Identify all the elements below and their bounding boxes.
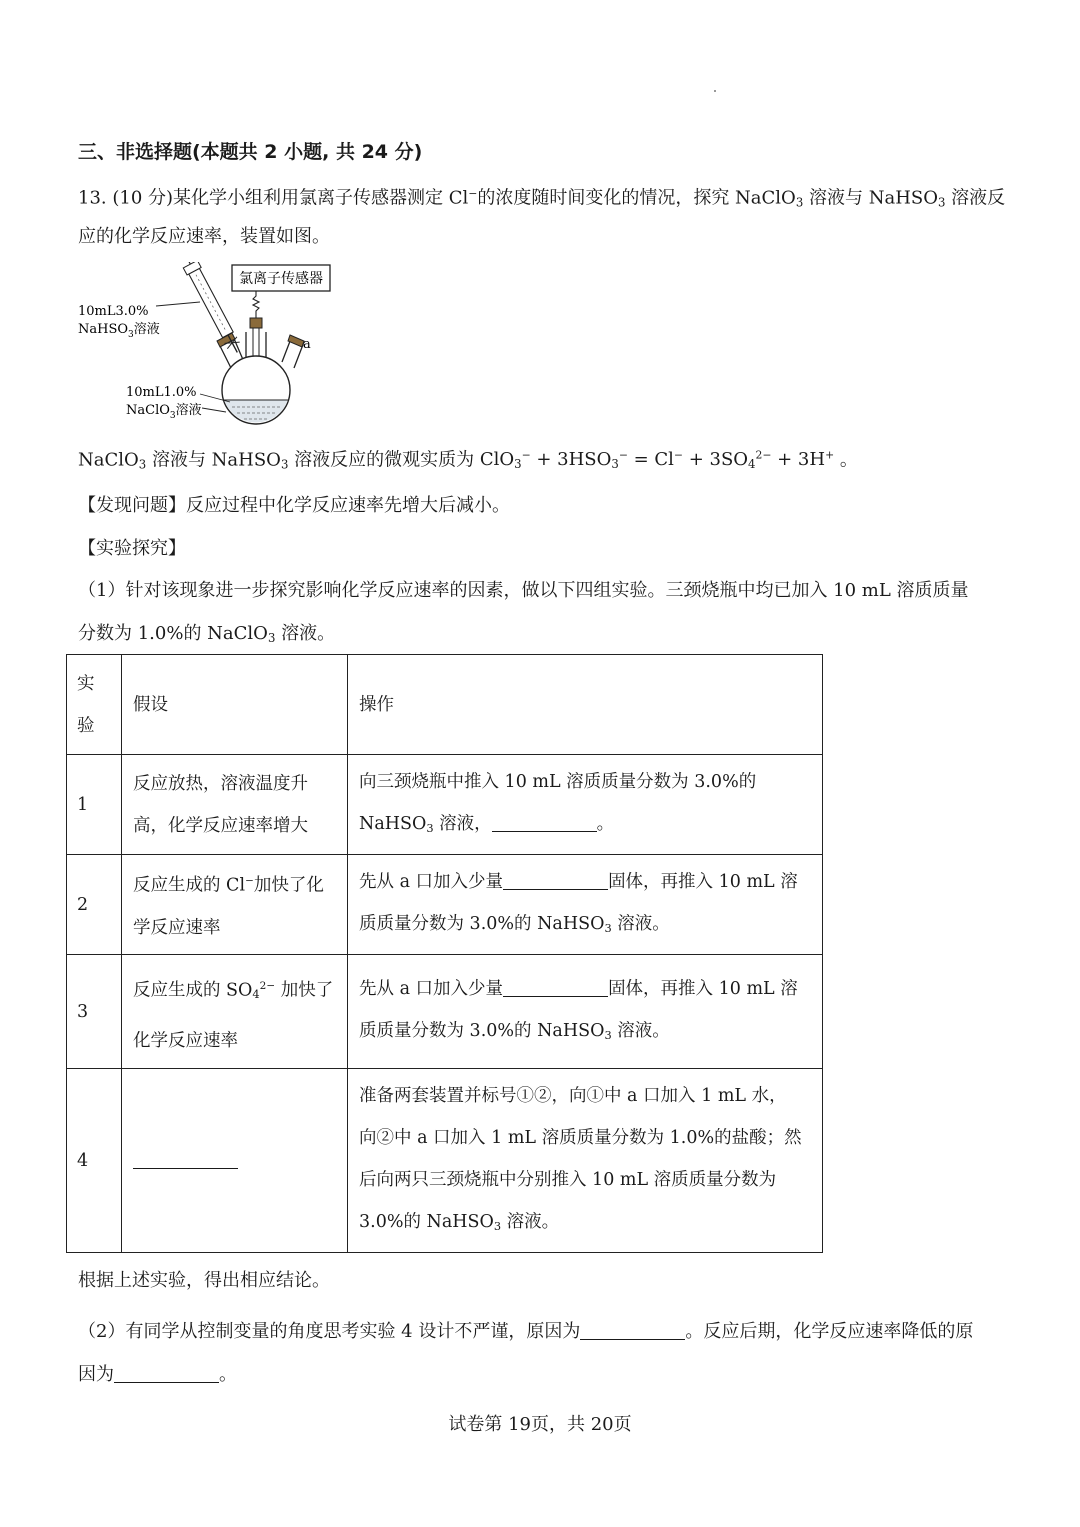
syringe-label-concentration: 10mL3.0% [78,304,149,319]
answer-blank[interactable] [580,1321,685,1340]
table-row [67,955,823,1069]
page-footer: 试卷第 19页，共 20页 [448,1414,632,1435]
question-13-line-2: 应的化学反应速率，装置如图。 [78,226,330,247]
header-operation: 操作 [348,655,823,755]
table-row [67,1069,823,1253]
reaction-equation-line: NaClO$_3$ 溶液与 NaHSO$_3$ 溶液反应的微观实质为 $ClO_3^- + 3HSO_3^- = Cl^- + 3SO_4^{2-} + 3H^+$ 。 [78,449,858,472]
answer-blank[interactable] [503,978,608,997]
discover-problem: 【发现问题】反应过程中化学反应速率先增大后减小。 [78,495,510,516]
table-header-row [67,655,823,755]
syringe-label-solution: NaHSO$_3$溶液 [78,322,160,340]
operation-cell: 先从 a 口加入少量 固体，再推入 10 mL 溶 质质量分数为 3.0%的 NaHSO$_3$ 溶液。 [348,855,823,955]
port-a-label: a [303,337,311,352]
ionic-equation: $ClO_3^- + 3HSO_3^- = Cl^- + 3SO_4^{2-} + 3H^+$ [479,449,835,472]
operation-cell: 先从 a 口加入少量 固体，再推入 10 mL 溶 质质量分数为 3.0%的 NaHSO$_3$ 溶液。 [348,955,823,1069]
row-number: 3 [67,955,122,1069]
row-number: 2 [67,855,122,955]
experiment-table [66,654,823,1253]
part-1-line-2: 分数为 1.0%的 NaClO$_3$ 溶液。 [78,623,336,645]
flask-label-concentration: 10mL1.0% [126,385,197,400]
header-hypothesis: 假设 [122,655,348,755]
section-title: 三、非选择题(本题共 2 小题, 共 24 分) [78,141,423,163]
sensor-label: 氯离子传感器 [239,271,323,287]
row-number: 1 [67,755,122,855]
hypothesis-cell [122,1069,348,1253]
answer-blank[interactable] [492,813,597,832]
part-1-line-1: （1）针对该现象进一步探究影响化学反应速率的因素，做以下四组实验。三颈烧瓶中均已加入 10 mL 溶质质量 [78,580,969,601]
experiment-heading: 【实验探究】 [78,538,186,559]
operation-cell: 准备两套装置并标号①②，向①中 a 口加入 1 mL 水， 向②中 a 口加入 1 mL 溶质质量分数为 1.0%的盐酸；然 后向两只三颈烧瓶中分别推入 10 mL 溶质质量分数为 3.0%的 NaHSO$_3$ 溶液。 [348,1069,823,1253]
row-number: 4 [67,1069,122,1253]
header-experiment: 实 验 [67,655,122,755]
part-2-line-1: （2）有同学从控制变量的角度思考实验 4 设计不严谨，原因为 。反应后期，化学反应速率降低的原 [78,1321,974,1342]
hypothesis-cell: 反应放热，溶液温度升 高，化学反应速率增大 [122,755,348,855]
table-row [67,855,823,955]
hypothesis-cell: 反应生成的 Cl−加快了化 学反应速率 [122,855,348,955]
answer-blank[interactable] [133,1150,238,1169]
answer-blank[interactable] [114,1364,219,1383]
conclusion-line: 根据上述实验，得出相应结论。 [78,1270,330,1291]
table-row [67,755,823,855]
scan-speck [714,90,716,92]
hypothesis-cell: 反应生成的 $SO_4^{2-}$ 加快了 化学反应速率 [122,955,348,1069]
answer-blank[interactable] [503,871,608,890]
operation-cell: 向三颈烧瓶中推入 10 mL 溶质质量分数为 3.0%的 NaHSO$_3$ 溶液， 。 [348,755,823,855]
part-2-line-2: 因为 。 [78,1364,237,1385]
question-13-line-1: 13. (10 分)某化学小组利用氯离子传感器测定 Cl−的浓度随时间变化的情况，探究 NaClO$_3$ 溶液与 NaHSO$_3$ 溶液反 [78,187,1006,210]
apparatus-diagram [72,262,342,430]
flask-label-solution: NaClO$_3$溶液 [126,403,202,421]
